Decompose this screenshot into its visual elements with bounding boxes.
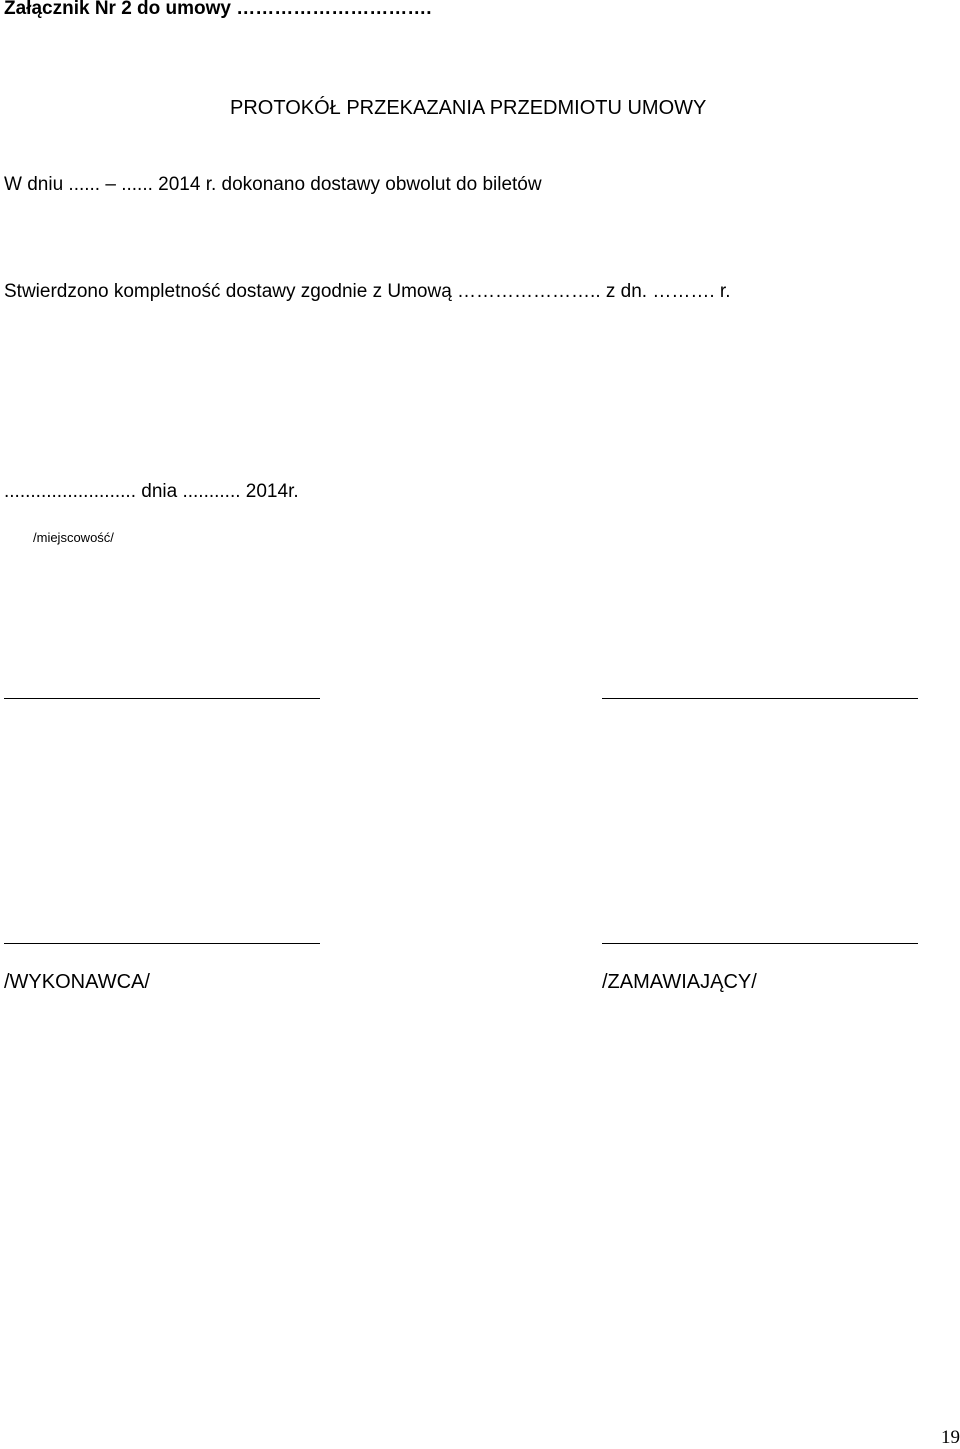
completeness-statement: Stwierdzono kompletność dostawy zgodnie z Umową ………………….. z dn. ………. r. — [4, 281, 731, 302]
signature-line-right-bottom — [602, 943, 918, 944]
signature-line-left-bottom — [4, 943, 320, 944]
place-caption: /miejscowość/ — [33, 530, 114, 545]
attachment-header: Załącznik Nr 2 do umowy …………………………. — [4, 0, 432, 19]
signature-line-right-top — [602, 698, 918, 699]
client-label: /ZAMAWIAJĄCY/ — [602, 971, 757, 993]
document-title: PROTOKÓŁ PRZEKAZANIA PRZEDMIOTU UMOWY — [230, 97, 707, 119]
page-number: 19 — [941, 1427, 960, 1448]
signature-line-left-top — [4, 698, 320, 699]
place-date-line: ......................... dnia ........... 2014r. — [4, 481, 299, 502]
contractor-label: /WYKONAWCA/ — [4, 971, 150, 993]
delivery-statement: W dniu ...... – ...... 2014 r. dokonano dostawy obwolut do biletów — [4, 174, 542, 195]
